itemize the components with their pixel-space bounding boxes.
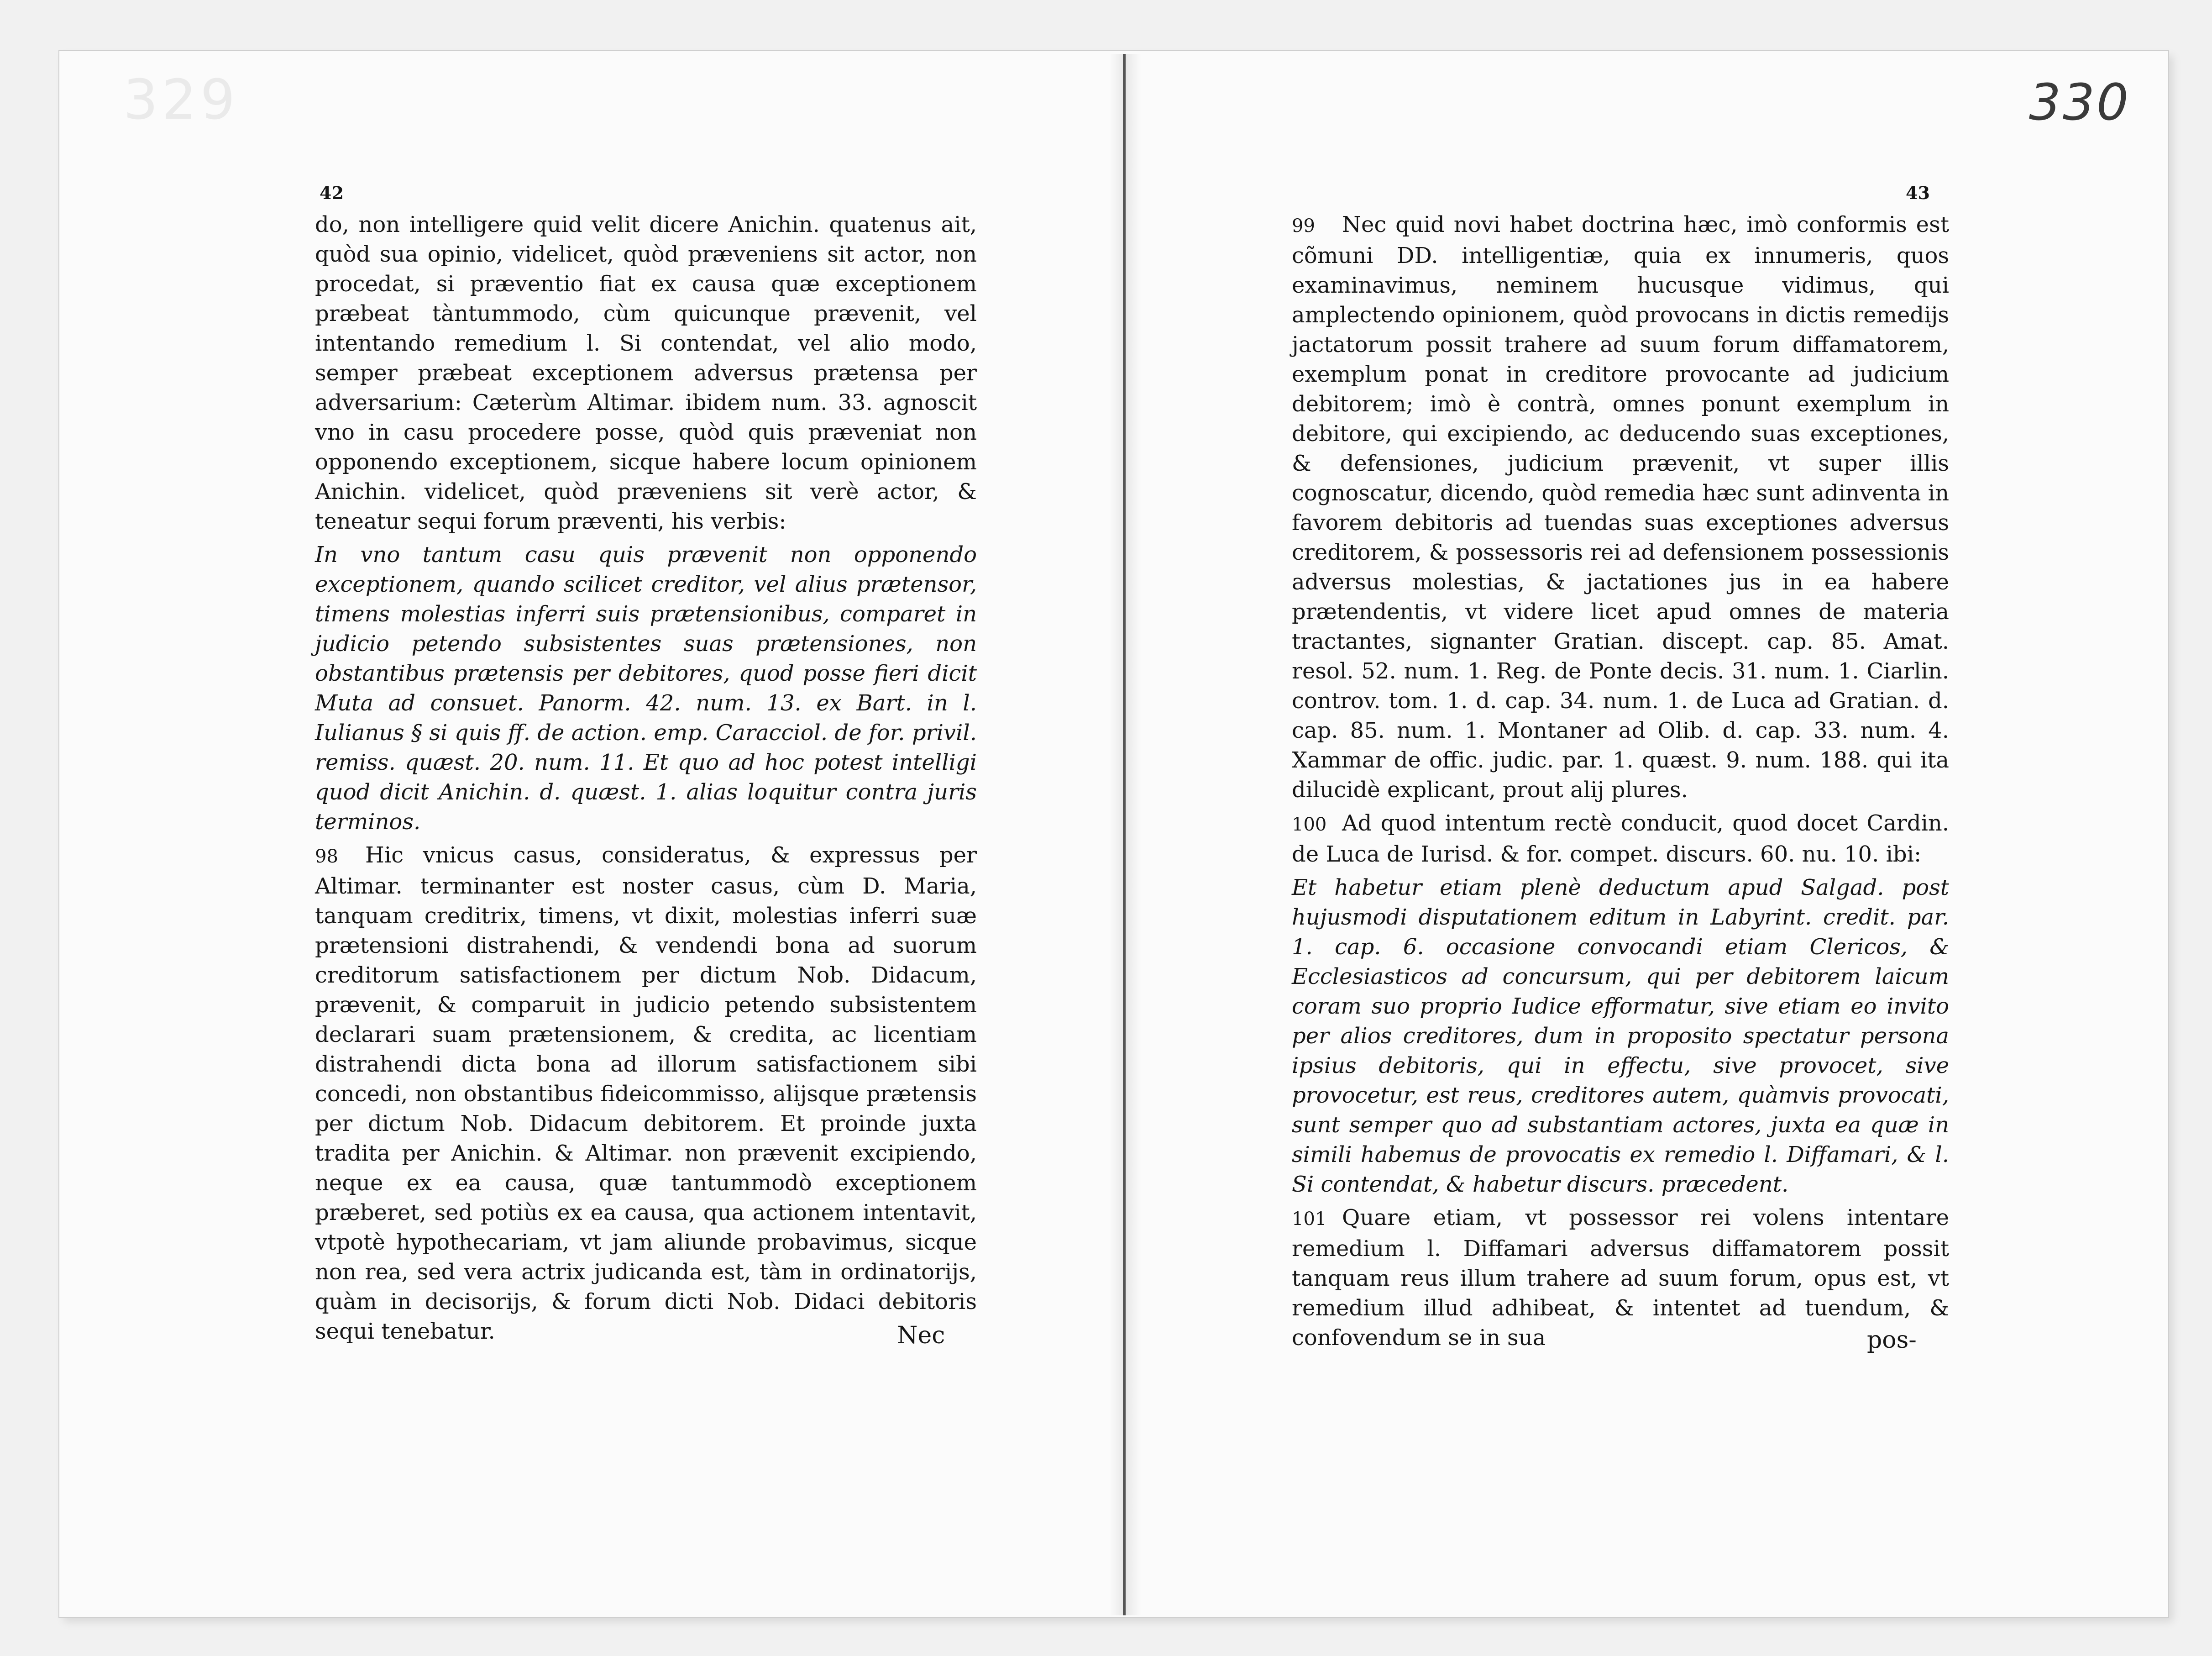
archive-folio-number: 330 [2029,73,2130,131]
right-page-text [1292,210,1949,1353]
paragraph-text: Hic vnicus casus, consideratus, & expressus per Altimar. terminanter est noster casus, cùm D. Maria, tanquam creditrix, timens, vt dixit, molestias inferri suæ prætensioni distrahendi, & vendendi bona ad suorum creditorum satisfactionem per dictum Nob. Didacum, prævenit, & comparuit in judicio petendo subsistentem declarari suam prætensionem, & credita, ac licentiam distrahendi dicta bona ad illorum satisfactionem sibi concedi, non obstantibus fideicommisso, alijsque prætensis per dictum Nob. Didacum debitorem. Et proinde juxta tradita per Anichin. & Altimar. non prævenit excipiendo, neque ex ea causa, quæ tantummodò exceptionem præberet, sed potiùs ex ea causa, qua actionem intentavit, vtpotè hypothecariam, vt jam aliunde probavimus, sicque non rea, sed vera actrix judicanda est, tàm in ordinatorijs, quàm in decisorijs, & forum dicti Nob. Didaci debitoris sequi tenebatur. [315,842,977,1344]
right-paragraph [1292,1203,1949,1353]
ghost-folio-number: 329 [123,68,239,132]
paragraph-number: 100 [1292,814,1327,835]
paragraph-number: 101 [1292,1209,1327,1230]
left-page-number: 42 [320,183,344,203]
paragraph-text: Quare etiam, vt possessor rei volens intentare remedium l. Diffamari adversus diffamatorem possit tanquam reus illum trahere ad suum forum, opus est, vt remedium illud adhibeat, & intentet ad tuendum, & confovendum se in sua [1292,1205,1949,1351]
right-page-number: 43 [1906,183,1930,203]
paragraph-text: do, non intelligere quid velit dicere Anichin. quatenus ait, quòd sua opinio, videlicet, quòd præveniens sit actor, non procedat, si præventio fiat ex causa quæ exceptionem præbeat tàntummodo, cùm quicunque prævenit, vel intentando remedium l. Si contendat, vel alio modo, semper præbeat exceptionem adversus prætensa per adversarium: Cæterùm Altimar. ibidem num. 33. agnoscit vno in casu procedere posse, quòd quis præveniat non opponendo exceptionem, sicque habere locum opinionem Anichin. videlicet, quòd præveniens sit verè actor, & teneatur sequi forum præventi, his verbis: [315,212,977,534]
left-quotation [315,540,977,837]
paragraph-text: Ad quod intentum rectè conducit, quod docet Cardin. de Luca de Iurisd. & for. compet. discurs. 60. nu. 10. ibi: [1292,810,1949,867]
right-quotation [1292,873,1949,1199]
paragraph-text: Nec quid novi habet doctrina hæc, imò conformis est cõmuni DD. intelligentiæ, quia ex innumeris, quos examinavimus, neminem hucusque vidimus, qui amplectendo opinionem, quòd provocans in dictis remedijs jactatorum possit trahere ad suum forum diffamatorem, exemplum ponat in creditore provocante ad judicium debitorem; imò è contrà, omnes ponunt exemplum in debitore, qui excipiendo, ac deducendo suas exceptiones, & defensiones, judicium prævenit, vt super illis cognoscatur, dicendo, quòd remedia hæc sunt adinventa in favorem debitoris ad tuendas suas exceptiones adversus creditorem, & possessoris rei ad defensionem possessionis adversus molestias, & jactationes jus in ea habere prætendentis, vt videre licet apud omnes de materia tractantes, signanter Gratian. discept. cap. 85. Amat. resol. 52. num. 1. Reg. de Ponte decis. 31. num. 1. Ciarlin. controv. tom. 1. d. cap. 34. num. 1. de Luca ad Gratian. d. cap. 85. num. 1. Montaner ad Olib. d. cap. 33. num. 4. Xammar de offic. judic. par. 1. quæst. 9. num. 188. qui ita dilucidè explicant, prout alij plures. [1292,212,1949,803]
book-gutter [1123,54,1126,1615]
left-page-text [315,210,977,1346]
right-paragraph [1292,809,1949,869]
paragraph-text: In vno tantum casu quis prævenit non opponendo exceptionem, quando scilicet creditor, vel alius prætensor, timens molestias inferri suis prætensionibus, comparet in judicio petendo subsistentes suas prætensiones, non obstantibus prætensis per debitores, quod posse fieri dicit Muta ad consuet. Panorm. 42. num. 13. ex Bart. in l. Iulianus § si quis ff. de action. emp. Caracciol. de for. privil. remiss. quæst. 20. num. 11. Et quo ad hoc potest intelligi quod dicit Anichin. d. quæst. 1. alias loquitur contra juris terminos. [315,542,977,835]
left-paragraph [315,841,977,1346]
left-paragraph [315,210,977,536]
paragraph-text: Et habetur etiam plenè deductum apud Salgad. post hujusmodi disputationem editum in Labyrint. credit. par. 1. cap. 6. occasione convocandi etiam Clericos, & Ecclesiasticos ad concursum, qui per debitorem laicum coram suo proprio Iudice efformatur, sive etiam eo invito per alios creditores, dum in proposito spectatur persona ipsius debitoris, qui in effectu, sive provocet, sive provocetur, est reus, creditores autem, quàmvis provocati, sunt semper quo ad substantiam actores, juxta ea quæ in simili habemus de provocatis ex remedio l. Diffamari, & l. Si contendat, & habetur discurs. præcedent. [1292,875,1949,1197]
right-paragraph [1292,210,1949,805]
left-catchword: Nec [897,1322,945,1349]
paragraph-number: 98 [315,846,338,867]
paragraph-number: 99 [1292,216,1315,237]
right-catchword: pos- [1867,1326,1917,1354]
